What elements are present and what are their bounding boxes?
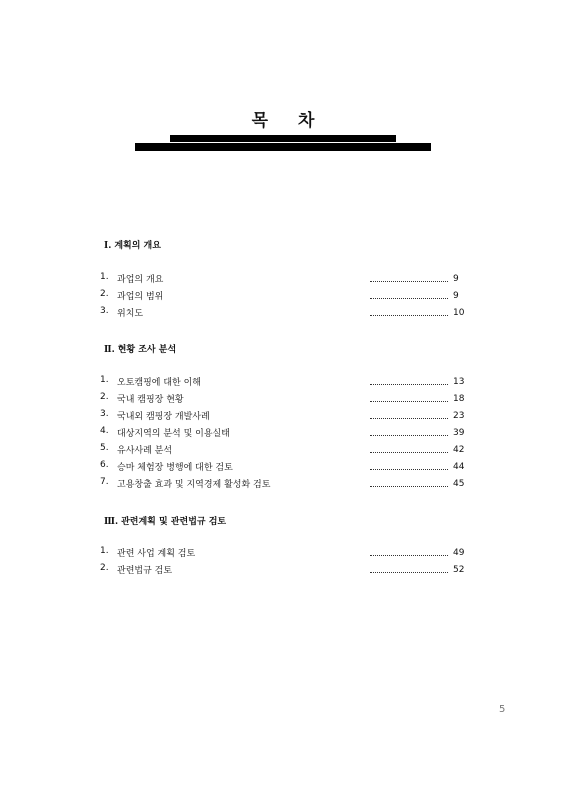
dot-leader: [370, 281, 448, 282]
entry-number: 7.: [100, 477, 109, 487]
dot-leader: [370, 384, 448, 385]
entry-title: 오토캠핑에 대한 이해: [117, 378, 201, 388]
toc-entry[interactable]: [100, 392, 472, 405]
entry-title: 승마 체험장 병행에 대한 검토: [117, 463, 233, 473]
section-heading-2[interactable]: [104, 342, 176, 355]
toc-entry[interactable]: [100, 546, 472, 559]
entry-title: 국내외 캠핑장 개발사례: [117, 412, 210, 422]
entry-title: 고용창출 효과 및 지역경제 활성화 검토: [117, 480, 271, 490]
dot-leader: [370, 469, 448, 470]
entry-number: 3.: [100, 409, 109, 419]
entry-title: 대상지역의 분석 및 이용실태: [117, 429, 230, 439]
entry-number: 2.: [100, 392, 109, 402]
dot-leader: [370, 418, 448, 419]
dot-leader: [370, 555, 448, 556]
section-label: 계획의 개요: [114, 241, 161, 251]
dot-leader: [370, 401, 448, 402]
dot-leader: [370, 435, 448, 436]
entry-number: 1.: [100, 375, 109, 385]
section-heading-3[interactable]: [104, 514, 226, 527]
entry-title: 관련법규 검토: [117, 566, 173, 576]
section-number: Ⅱ.: [104, 345, 115, 355]
section-number: Ⅰ.: [104, 241, 112, 251]
entry-title: 관련 사업 계획 검토: [117, 549, 196, 559]
entry-page: 13: [453, 377, 465, 387]
entry-title: 과업의 범위: [117, 292, 164, 302]
entry-number: 3.: [100, 306, 109, 316]
entry-title: 유사사례 분석: [117, 446, 173, 456]
entry-number: 2.: [100, 289, 109, 299]
entry-page: 49: [453, 548, 465, 558]
toc-entry[interactable]: [100, 477, 472, 490]
entry-page: 42: [453, 445, 465, 455]
entry-page: 23: [453, 411, 465, 421]
entry-number: 2.: [100, 563, 109, 573]
toc-entry[interactable]: [100, 443, 472, 456]
section-heading-1[interactable]: [104, 238, 161, 251]
toc-entry[interactable]: [100, 409, 472, 422]
section-number: Ⅲ.: [104, 517, 119, 527]
page-title: [0, 106, 566, 131]
toc-entry[interactable]: [100, 375, 472, 388]
toc-entry[interactable]: [100, 563, 472, 576]
entry-title: 국내 캠핑장 현황: [117, 395, 184, 405]
toc-entry[interactable]: [100, 306, 472, 319]
title-underline-top: [170, 135, 396, 142]
dot-leader: [370, 298, 448, 299]
section-label: 현황 조사 분석: [117, 345, 177, 355]
entry-number: 6.: [100, 460, 109, 470]
page-number: 5: [499, 704, 506, 715]
toc-entry[interactable]: [100, 272, 472, 285]
entry-number: 1.: [100, 546, 109, 556]
entry-page: 39: [453, 428, 465, 438]
toc-entry[interactable]: [100, 460, 472, 473]
entry-number: 5.: [100, 443, 109, 453]
entry-title: 과업의 개요: [117, 275, 164, 285]
entry-number: 1.: [100, 272, 109, 282]
dot-leader: [370, 572, 448, 573]
entry-title: 위치도: [117, 309, 144, 319]
title-char-left: 목: [251, 111, 268, 131]
entry-number: 4.: [100, 426, 109, 436]
title-underline-bottom: [135, 143, 431, 151]
title-char-right: 차: [298, 111, 315, 131]
section-label: 관련계획 및 관련법규 검토: [121, 517, 227, 527]
entry-page: 45: [453, 479, 465, 489]
toc-entry[interactable]: [100, 426, 472, 439]
entry-page: 10: [453, 308, 465, 318]
entry-page: 52: [453, 565, 465, 575]
entry-page: 18: [453, 394, 465, 404]
entry-page: 9: [453, 274, 459, 284]
dot-leader: [370, 452, 448, 453]
entry-page: 9: [453, 291, 459, 301]
entry-page: 44: [453, 462, 465, 472]
toc-entry[interactable]: [100, 289, 472, 302]
dot-leader: [370, 315, 448, 316]
dot-leader: [370, 486, 448, 487]
